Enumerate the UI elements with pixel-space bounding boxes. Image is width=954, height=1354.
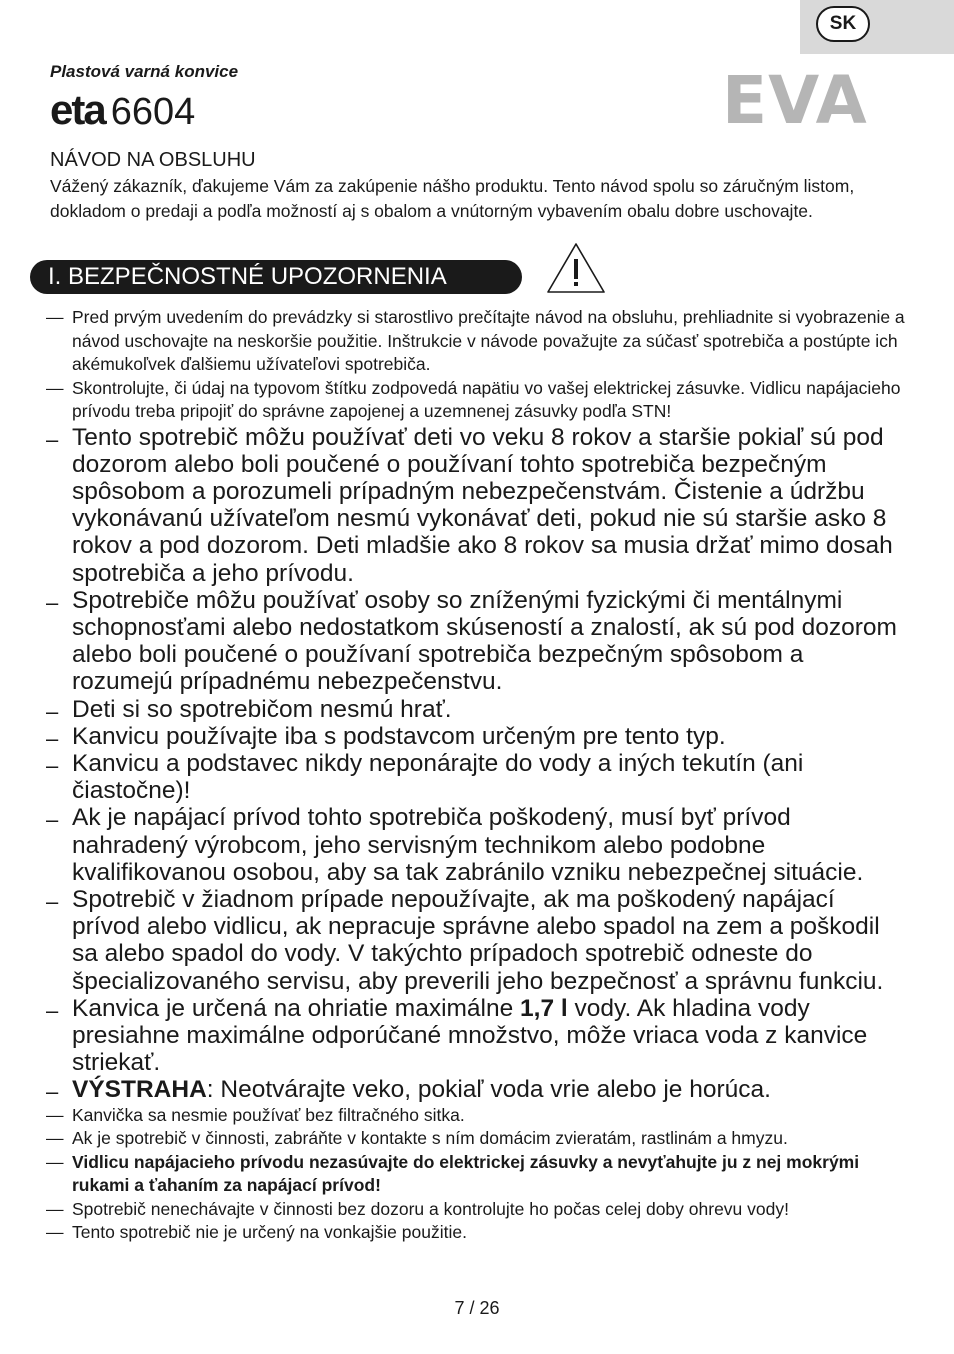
- dash-bullet: —: [46, 1151, 64, 1172]
- safety-item: [46, 696, 906, 723]
- brand-logo: eta: [50, 86, 105, 133]
- item-bold-text: VÝSTRAHA: [72, 1076, 207, 1104]
- dash-bullet: –: [46, 698, 59, 724]
- dash-bullet: —: [46, 1222, 64, 1243]
- safety-item: [46, 1151, 906, 1198]
- dash-bullet: –: [46, 752, 59, 778]
- item-text: Kanvica je určená na ohriatie maximálne: [72, 994, 521, 1022]
- safety-item: [46, 1127, 906, 1151]
- page-number: 7 / 26: [454, 1298, 500, 1318]
- safety-item: [46, 306, 906, 377]
- item-text: vody. Ak hladina vody presiahne maximálne odporúčané množstvo, môže vriaca voda z kanvice striekať.: [72, 994, 868, 1077]
- language-badge: SK: [816, 6, 870, 42]
- item-text: Kanvicu a podstavec nikdy neponárajte do vody a iných tekutín (ani čiastočne)!: [72, 749, 804, 805]
- safety-item: [46, 804, 906, 886]
- dash-bullet: —: [46, 377, 64, 398]
- safety-item: [46, 1076, 906, 1103]
- safety-item: [46, 995, 906, 1077]
- item-text: Spotrebič v žiadnom prípade nepoužívajte, ak ma poškodený napájací prívod alebo vidlicu, ak nepracuje správne alebo spadol na zem a poškodil sa alebo spadol do vody. V takýchto prípadoch spotrebič odneste do špecializovaného servisu, aby preverili jeho bezpečnosť a správnu funkciu.: [72, 885, 884, 995]
- dash-bullet: –: [46, 589, 59, 615]
- dash-bullet: —: [46, 1198, 64, 1219]
- section-heading: I. BEZPEČNOSTNÉ UPOZORNENIA: [30, 260, 522, 294]
- dash-bullet: —: [46, 307, 64, 327]
- safety-item: [46, 1221, 906, 1245]
- eva-logo: EVA: [722, 62, 868, 139]
- safety-item: [46, 886, 906, 995]
- dash-bullet: –: [46, 725, 59, 751]
- brand-heading: [50, 86, 195, 134]
- dash-bullet: –: [46, 807, 59, 833]
- dash-bullet: —: [46, 1128, 64, 1149]
- item-text: Tento spotrebič môžu používať deti vo veku 8 rokov a staršie pokiaľ sú pod dozorom alebo boli poučené o používaní tohto spotrebiča bezpečným spôsobom a porozumeli prípadným nebezpečenstvám. Čistenie a údržbu vykonávanú užívateľom nesmú vykonávať deti, pokud nie sú staršie asko 8 rokov a pod dozorom. Deti mladšie ako 8 rokov sa musia držať mimo dosah spotrebiča a jeho prívodu.: [72, 423, 893, 587]
- item-text: Spotrebiče môžu používať osoby so zníženými fyzickými či mentálnymi schopnosťami alebo nedostatkom skúseností a znalostí, ak sú pod dozorom alebo boli poučené o používaní spotrebiča bezpečným spôsobom a rozumejú prípadnému nebezpečenstvu.: [72, 586, 897, 696]
- item-text: Ak je spotrebič v činnosti, zabráňte v kontakte s ním domácim zvieratám, rastlinám a hmyzu.: [72, 1128, 788, 1149]
- item-text: Pred prvým uvedením do prevádzky si starostlivo prečítajte návod na obsluhu, prehliadnite si vyobrazenie a návod uschovajte na neskoršie použitie. Inštrukcie v návode považujte za súčasť spotrebiča a postúpte ich akémukoľvek ďalšiemu užívateľovi spotrebiča.: [72, 307, 905, 374]
- intro-paragraph: Vážený zákazník, ďakujeme Vám za zakúpenie nášho produktu. Tento návod spolu so záručným listom, dokladom o predaji a podľa možností aj s obalom a vnútorným vybavením obalu dobre uschovajte.: [50, 176, 855, 221]
- safety-item: [46, 1104, 906, 1128]
- safety-item: [46, 424, 906, 587]
- product-subtitle: Plastová varná konvice: [50, 62, 239, 81]
- safety-list: [46, 306, 906, 1245]
- warning-triangle-icon: [545, 240, 607, 296]
- safety-item: [46, 377, 906, 424]
- safety-item: [46, 587, 906, 696]
- manual-title: NÁVOD NA OBSLUHU: [50, 149, 256, 171]
- dash-bullet: –: [46, 888, 59, 914]
- dash-bullet: —: [46, 1104, 64, 1125]
- safety-item: [46, 723, 906, 750]
- model-number: 6604: [110, 91, 196, 133]
- item-text: Ak je napájací prívod tohto spotrebiča poškodený, musí byť prívod nahradený výrobcom, jeho servisným technikom alebo podobne kvalifikovanou osobou, aby sa tak zabránilo vzniku nebezpečnej situácie.: [72, 804, 864, 886]
- item-text: Deti si so spotrebičom nesmú hrať.: [72, 695, 452, 723]
- dash-bullet: –: [46, 426, 59, 452]
- item-text: Skontrolujte, či údaj na typovom štítku zodpovedá napätiu vo vašej elektrickej zásuvke. Vidlicu napájacieho prívodu treba pripojiť do správne zapojenej a uzemnenej zásuvky podľa STN!: [72, 377, 901, 421]
- item-text: Spotrebič nenechávajte v činnosti bez dozoru a kontrolujte ho počas celej doby ohrevu vody!: [72, 1198, 789, 1219]
- dash-bullet: –: [46, 1079, 59, 1105]
- item-bold-text: 1,7 l: [520, 994, 568, 1022]
- dash-bullet: –: [46, 997, 59, 1023]
- safety-item: [46, 750, 906, 804]
- safety-item: [46, 1198, 906, 1222]
- item-text: : Neotvárajte veko, pokiaľ voda vrie alebo je horúca.: [206, 1076, 771, 1104]
- item-bold-text: Vidlicu napájacieho prívodu nezasúvajte do elektrickej zásuvky a nevyťahujte ju z nej mokrými rukami a ťahaním za napájací prívod!: [72, 1151, 860, 1196]
- item-text: Kanvička sa nesmie používať bez filtračného sitka.: [72, 1104, 465, 1125]
- language-tab: [800, 0, 954, 54]
- item-text: Tento spotrebič nie je určený na vonkajšie použitie.: [72, 1222, 467, 1243]
- item-text: Kanvicu používajte iba s podstavcom určeným pre tento typ.: [72, 722, 726, 750]
